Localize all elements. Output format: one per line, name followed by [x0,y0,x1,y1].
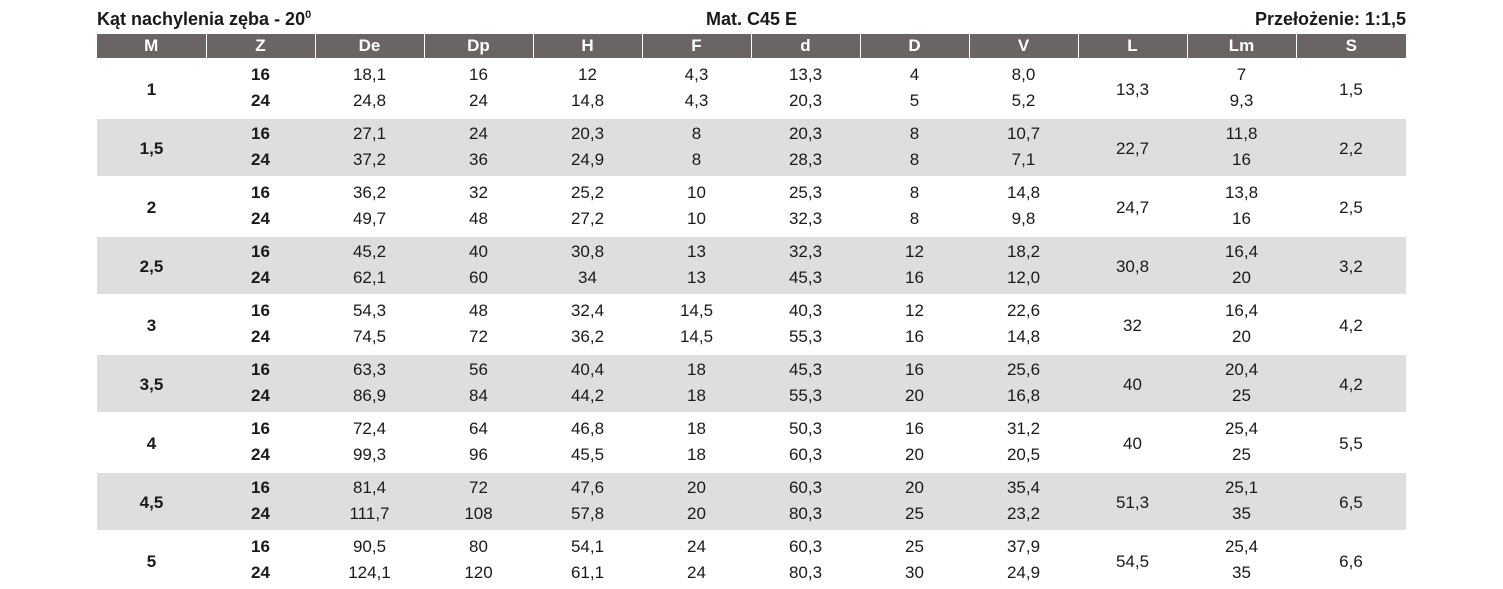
cell-f: 13 [642,236,751,265]
cell-h: 47,6 [533,472,642,501]
cell-l: 40 [1123,433,1142,453]
cell-z: 24 [206,265,315,295]
cell-v: 14,8 [1006,183,1041,202]
cell-f: 18 [687,419,706,438]
column-header: S [1296,34,1406,59]
cell-z: 24 [251,563,270,582]
cell-v: 8,0 [1011,65,1036,84]
cell-d: 60,3 [788,445,823,464]
cell-d: 30 [905,563,924,582]
cell-de: 27,1 [315,118,424,147]
cell-lm: 20,4 [1187,354,1296,383]
column-header: F [642,34,751,59]
cell-d: 45,3 [751,265,860,295]
cell-s: 6,6 [1339,551,1363,571]
cell-lm: 16 [1232,209,1251,228]
cell-de: 111,7 [315,501,424,531]
cell-lm: 16,4 [1224,301,1259,320]
cell-f: 8 [642,118,751,147]
gear-specs-table [97,34,1406,589]
cell-d: 45,3 [751,354,860,383]
cell-f: 14,5 [679,301,714,320]
cell-v: 31,2 [1006,419,1041,438]
cell-v: 37,9 [1006,537,1041,556]
cell-v: 22,6 [1006,301,1041,320]
cell-v: 35,4 [969,472,1078,501]
column-header: H [533,34,642,59]
cell-v: 18,2 [969,236,1078,265]
cell-de: 74,5 [352,327,387,346]
cell-d: 25 [905,537,924,556]
cell-d: 12 [905,301,924,320]
cell-lm: 11,8 [1187,118,1296,147]
cell-d: 50,3 [788,419,823,438]
module-cell: 1 [146,79,157,99]
table-row [97,501,1406,531]
cell-d: 25 [860,501,969,531]
table-row [97,383,1406,413]
cell-h: 25,2 [570,183,605,202]
module-cell: 3 [146,315,157,335]
cell-h: 57,8 [533,501,642,531]
cell-d: 20,3 [788,91,823,110]
cell-de: 24,8 [352,91,387,110]
cell-z: 24 [251,209,270,228]
table-row [97,531,1406,560]
cell-d: 16 [905,419,924,438]
cell-dp: 36 [424,147,533,177]
cell-z: 16 [251,183,270,202]
cell-de: 62,1 [315,265,424,295]
cell-f: 18 [642,383,751,413]
module-group [97,177,1406,236]
column-header: V [969,34,1078,59]
cell-z: 24 [251,445,270,464]
cell-z: 16 [251,537,270,556]
cell-l: 30,8 [1078,236,1187,295]
cell-lm: 20 [1187,265,1296,295]
cell-d: 20,3 [751,118,860,147]
cell-f: 4,3 [684,65,709,84]
cell-d: 16 [860,265,969,295]
cell-l: 51,3 [1078,472,1187,531]
cell-z: 16 [251,301,270,320]
table-row [97,560,1406,589]
cell-dp: 40 [424,236,533,265]
cell-z: 16 [206,472,315,501]
cell-d: 60,3 [751,472,860,501]
cell-l: 32 [1123,315,1142,335]
cell-dp: 72 [469,327,488,346]
cell-de: 36,2 [352,183,387,202]
cell-v: 24,9 [1006,563,1041,582]
cell-z: 24 [206,383,315,413]
module-cell: 2,5 [97,236,206,295]
cell-z: 16 [251,419,270,438]
cell-v: 20,5 [1006,445,1041,464]
module-cell: 1,5 [97,118,206,177]
cell-d: 60,3 [788,537,823,556]
cell-s: 2,2 [1296,118,1406,177]
cell-h: 54,1 [570,537,605,556]
cell-f: 13 [642,265,751,295]
cell-lm: 25,4 [1224,419,1259,438]
cell-de: 54,3 [352,301,387,320]
cell-d: 32,3 [788,209,823,228]
cell-h: 20,3 [533,118,642,147]
cell-d: 8 [860,118,969,147]
cell-lm: 9,3 [1229,91,1254,110]
cell-d: 5 [909,91,920,110]
module-cell: 5 [146,551,157,571]
cell-de: 81,4 [315,472,424,501]
cell-s: 4,2 [1296,354,1406,413]
cell-h: 30,8 [533,236,642,265]
cell-de: 90,5 [352,537,387,556]
cell-s: 6,5 [1296,472,1406,531]
cell-lm: 20 [1232,327,1251,346]
cell-dp: 32 [469,183,488,202]
header-row [97,34,1406,59]
cell-de: 45,2 [315,236,424,265]
cell-d: 8 [909,209,920,228]
cell-h: 36,2 [570,327,605,346]
module-group [97,472,1406,531]
cell-h: 45,5 [570,445,605,464]
cell-v: 14,8 [1006,327,1041,346]
cell-v: 23,2 [969,501,1078,531]
cell-f: 4,3 [684,91,709,110]
table-row [97,442,1406,472]
column-header: De [315,34,424,59]
column-header: Lm [1187,34,1296,59]
cell-h: 44,2 [533,383,642,413]
cell-de: 18,1 [352,65,387,84]
module-group [97,59,1406,118]
cell-s: 5,5 [1339,433,1363,453]
cell-v: 7,1 [969,147,1078,177]
cell-dp: 72 [424,472,533,501]
cell-d: 20 [905,445,924,464]
table-row [97,265,1406,295]
cell-h: 32,4 [570,301,605,320]
cell-d: 20 [860,472,969,501]
module-cell: 4,5 [97,472,206,531]
cell-f: 14,5 [679,327,714,346]
cell-de: 124,1 [348,563,391,582]
cell-de: 63,3 [315,354,424,383]
cell-d: 55,3 [788,327,823,346]
module-group [97,118,1406,177]
tooth-angle-text: Kąt nachylenia zęba - 20 [97,9,306,29]
cell-h: 12 [578,65,597,84]
cell-v: 16,8 [969,383,1078,413]
cell-d: 25,3 [788,183,823,202]
column-header: L [1078,34,1187,59]
cell-v: 9,8 [1011,209,1036,228]
cell-h: 14,8 [570,91,605,110]
cell-de: 99,3 [352,445,387,464]
cell-d: 13,3 [788,65,823,84]
cell-lm: 25,1 [1187,472,1296,501]
column-header: D [860,34,969,59]
cell-z: 16 [206,118,315,147]
table-row [97,206,1406,236]
cell-d: 16 [905,327,924,346]
gear-ratio-title: Przełożenie: 1:1,5 [1254,9,1406,29]
table-row [97,177,1406,206]
table-row [97,295,1406,324]
cell-de: 72,4 [352,419,387,438]
cell-z: 24 [251,91,270,110]
cell-v: 5,2 [1011,91,1036,110]
cell-dp: 108 [424,501,533,531]
cell-d: 12 [860,236,969,265]
cell-z: 24 [206,501,315,531]
cell-z: 16 [251,65,270,84]
column-header: d [751,34,860,59]
cell-de: 37,2 [315,147,424,177]
cell-f: 10 [687,183,706,202]
table-row [97,147,1406,177]
cell-h: 34 [533,265,642,295]
cell-dp: 60 [424,265,533,295]
cell-z: 24 [206,147,315,177]
cell-d: 80,3 [788,563,823,582]
cell-v: 10,7 [969,118,1078,147]
cell-d: 55,3 [751,383,860,413]
degree-superscript: 0 [305,9,312,21]
cell-d: 8 [909,183,920,202]
cell-d: 28,3 [751,147,860,177]
module-cell: 4 [146,433,157,453]
cell-f: 20 [642,472,751,501]
cell-dp: 24 [469,91,488,110]
cell-z: 16 [206,354,315,383]
cell-f: 8 [642,147,751,177]
module-group [97,295,1406,354]
table-row [97,413,1406,442]
tooth-angle-title [97,9,311,30]
cell-d: 8 [860,147,969,177]
cell-dp: 84 [424,383,533,413]
cell-s: 4,2 [1339,315,1363,335]
cell-l: 22,7 [1078,118,1187,177]
module-group [97,236,1406,295]
cell-lm: 16,4 [1187,236,1296,265]
module-group [97,354,1406,413]
cell-f: 24 [687,563,706,582]
module-group [97,531,1406,589]
cell-l: 54,5 [1115,551,1150,571]
cell-d: 32,3 [751,236,860,265]
cell-de: 86,9 [315,383,424,413]
cell-dp: 56 [424,354,533,383]
cell-dp: 16 [469,65,488,84]
cell-lm: 35 [1187,501,1296,531]
table-row [97,324,1406,354]
cell-dp: 120 [464,563,493,582]
table-row [97,236,1406,265]
cell-lm: 16 [1187,147,1296,177]
cell-d: 16 [860,354,969,383]
cell-l: 13,3 [1115,79,1150,99]
cell-dp: 64 [469,419,488,438]
cell-dp: 24 [424,118,533,147]
cell-l: 24,7 [1115,197,1150,217]
cell-h: 46,8 [570,419,605,438]
cell-lm: 25 [1187,383,1296,413]
cell-d: 40,3 [788,301,823,320]
cell-s: 3,2 [1296,236,1406,295]
cell-de: 49,7 [352,209,387,228]
cell-lm: 25,4 [1224,537,1259,556]
cell-dp: 48 [469,301,488,320]
cell-h: 24,9 [533,147,642,177]
cell-h: 27,2 [570,209,605,228]
cell-s: 2,5 [1339,197,1363,217]
cell-z: 24 [251,327,270,346]
cell-f: 18 [642,354,751,383]
cell-d: 80,3 [751,501,860,531]
cell-dp: 80 [469,537,488,556]
cell-d: 4 [909,65,920,84]
column-header: Z [206,34,315,59]
cell-dp: 48 [469,209,488,228]
cell-v: 25,6 [969,354,1078,383]
cell-f: 18 [687,445,706,464]
cell-lm: 25 [1232,445,1251,464]
cell-dp: 96 [469,445,488,464]
table-row [97,472,1406,501]
material-title: Mat. C45 E [705,9,798,29]
column-header: M [97,34,206,59]
column-header: Dp [424,34,533,59]
cell-d: 20 [860,383,969,413]
module-cell: 2 [146,197,157,217]
table-row [97,354,1406,383]
cell-h: 40,4 [533,354,642,383]
cell-f: 24 [687,537,706,556]
title-bar [97,6,1406,32]
module-group [97,413,1406,472]
cell-s: 1,5 [1339,79,1363,99]
cell-lm: 13,8 [1224,183,1259,202]
module-cell: 3,5 [97,354,206,413]
table-row [97,118,1406,147]
table-row [97,59,1406,88]
cell-l: 40 [1078,354,1187,413]
cell-lm: 7 [1236,65,1247,84]
cell-v: 12,0 [969,265,1078,295]
cell-f: 20 [642,501,751,531]
cell-z: 16 [206,236,315,265]
cell-h: 61,1 [570,563,605,582]
cell-lm: 35 [1232,563,1251,582]
cell-f: 10 [687,209,706,228]
table-row [97,88,1406,118]
